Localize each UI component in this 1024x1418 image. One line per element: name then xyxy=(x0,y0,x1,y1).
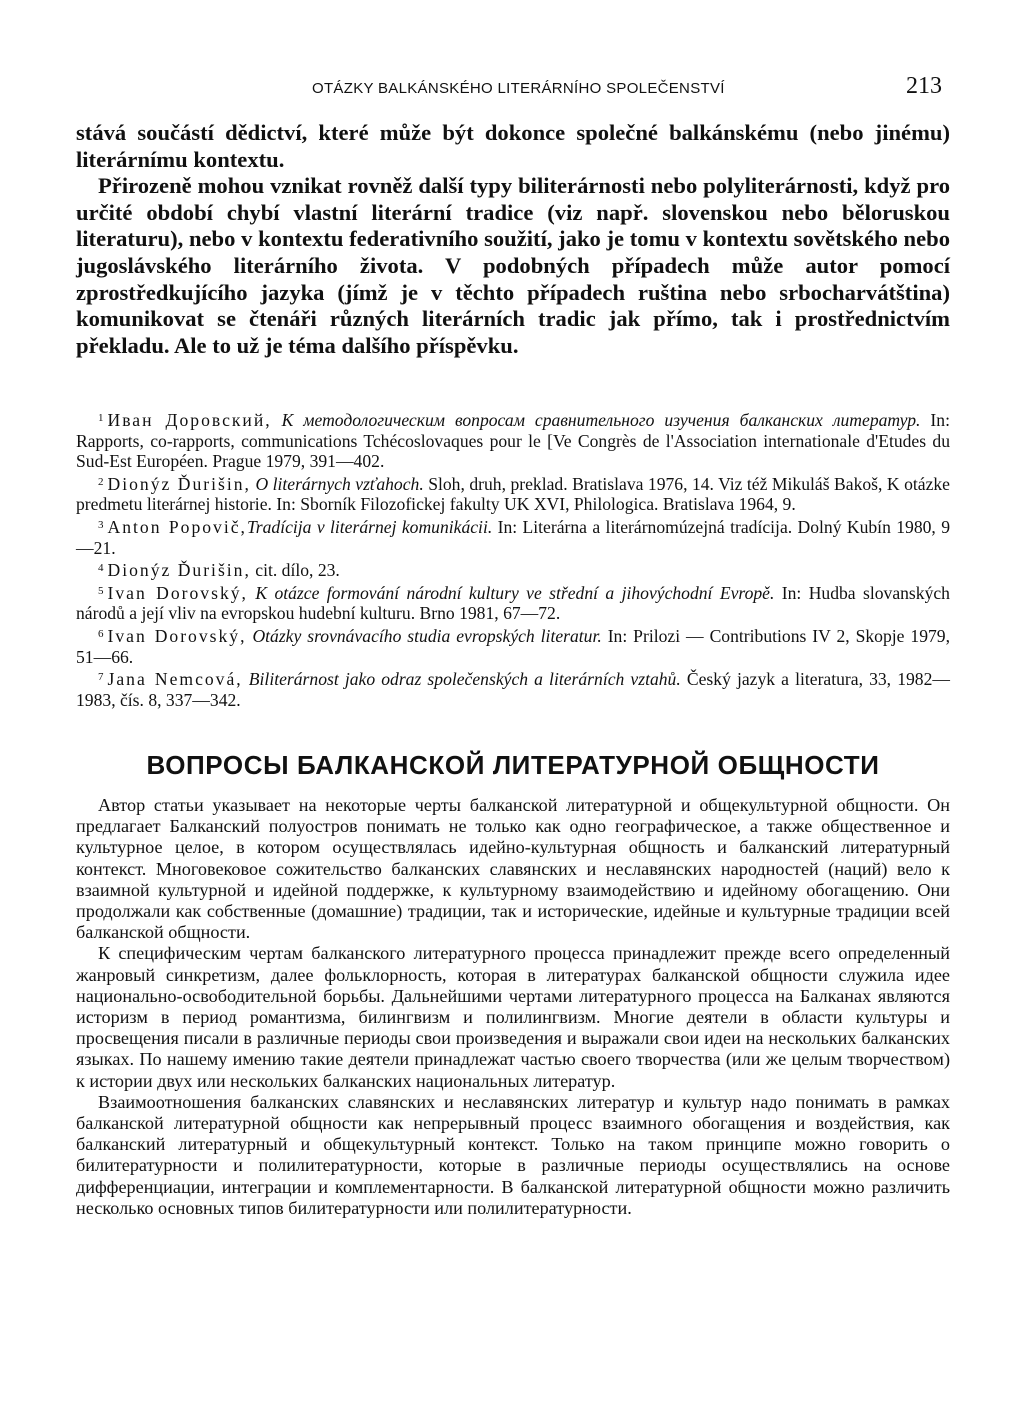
summary-heading: ВОПРОСЫ БАЛКАНСКОЙ ЛИТЕРАТУРНОЙ ОБЩНОСТИ xyxy=(146,750,880,780)
footnote-number: 4 xyxy=(98,562,104,575)
footnote-title: Otázky srovnávacího studia evropských literatur. xyxy=(252,625,602,646)
footnote-author: Иван Доровский, xyxy=(107,410,272,430)
footnote-source: Sloh, druh, preklad. Bratislava 1976, 14. Viz též Mikuláš Bakoš, K otázke predmetu literárnej historie. In: Sborník Filozofickej fakulty UK XVI, Philologica. Bratislava 1964, 9. xyxy=(76,473,950,515)
running-title: OTÁZKY BALKÁNSKÉHO LITERÁRNÍHO SPOLEČENSTVÍ xyxy=(312,80,725,97)
footnote xyxy=(76,515,950,558)
footnote xyxy=(76,472,950,515)
summary-paragraph: Взаимоотношения балканских славянских и неславянских литератур и культур надо понимать в рамках балканской литературной общности как непрерывный процесс взаимного обогащения и воздействия, как балканский литературный и общекультурный контекст. Только на таком принципе можно говорить о билитературности и полилитературности, которые в различные периоды осуществлялись на основе дифференциации, интеграции и комплементарности. В балканской литературной общности можно различить несколько основных типов билитературности или полилитературности. xyxy=(76,1091,950,1218)
footnote-source: In: Rapports, co-rapports, communications Tchécoslovaques pour le [Ve Congrès de l'Association internationale d'Etudes du Sud-Est Européen. Prague 1979, 391—402. xyxy=(76,410,950,472)
footnote-title: K otázce formování národní kultury ve střední a jihovýchodní Evropě. xyxy=(255,582,775,603)
footnote xyxy=(76,581,950,624)
footnote-source: cit. dílo, 23. xyxy=(255,560,340,581)
main-body-text xyxy=(76,120,950,359)
footnote-author: Dionýz Ďurišin, xyxy=(107,473,251,494)
footnote-number: 3 xyxy=(98,518,104,531)
footnote-title: O literárnych vzťahoch. xyxy=(255,473,424,494)
summary-paragraph: Автор статьи указывает на некоторые черты балканской литературной и общекультурной общности. Он предлагает Балканский полуостров понимать не только как одно географическое, а также общественное и культурное целое, в котором осуществлялась идейно-культурная общность и балканский литературный контекст. Многовековое сожительство балканских славянских и неславянских народностей (наций) вело к взаимной культурной и идейной поддержке, к культурному взаимодействию и идейному обогащению. Они продолжали как собственные (домашние) традиции, так и исторические, идейные и культурные традиции всей балканской общности. xyxy=(76,795,950,943)
page-number: 213 xyxy=(906,73,942,99)
footnote-source: In: Prilozi — Contributions IV 2, Skopje 1979, 51—66. xyxy=(76,625,950,667)
footnote xyxy=(76,408,950,472)
footnote-author: Jana Nemcová, xyxy=(107,669,243,690)
footnote xyxy=(76,558,950,581)
footnote-title: Biliterárnost jako odraz společenských a literárních vztahů. xyxy=(248,669,681,690)
footnote xyxy=(76,667,950,710)
footnote-author: Ivan Dorovský, xyxy=(107,625,247,646)
footnotes xyxy=(76,408,950,710)
footnote-number: 6 xyxy=(98,627,104,640)
footnote xyxy=(76,624,950,667)
footnote-title: Tradícija v literárnej komunikácii. xyxy=(246,516,493,537)
russian-summary xyxy=(76,795,950,1219)
footnote-number: 2 xyxy=(98,475,104,488)
summary-paragraph: К специфическим чертам балканского литературного процесса принадлежит прежде всего определенный жанровый синкретизм, далее фольклорность, которая в литературах балканской общности служила идее национально-освободительной борьбы. Дальнейшими чертами литературного процесса на Балканах являются историзм в период романтизма, билингвизм и полилингвизм. Многие деятели в области культуры и просвещения писали в различные периоды свои произведения и выражали свои идеи на нескольких балканских языках. По нашему имению такие деятели принадлежат частью своего творчества (или же целым творчеством) к истории двух или нескольких балканских национальных литератур. xyxy=(76,943,950,1091)
footnote-number: 7 xyxy=(98,671,104,684)
footnote-author: Anton Popovič, xyxy=(107,516,247,537)
footnote-author: Ivan Dorovský, xyxy=(107,582,248,603)
body-paragraph: Přirozeně mohou vznikat rovněž další typy biliterárnosti nebo polyliterárnosti, když pro určité období chybí vlastní literární tradice (viz např. slovenskou nebo běloruskou literaturu), nebo v kontextu federativního soužití, jako je tomu v kontextu sovětského nebo jugoslávského literárního života. V podobných případech může autor pomocí zprostředkujícího jazyka (jímž je v těchto případech ruština nebo srbocharvátština) komunikovat se čtenáři různých literárních tradic jak přímo, tak i prostřednictvím překladu. Ale to už je téma dalšího příspěvku. xyxy=(76,173,950,358)
footnote-number: 1 xyxy=(98,412,104,424)
footnote-author: Dionýz Ďurišin, xyxy=(107,560,251,581)
footnote-source: Český jazyk a literatura, 33, 1982—1983, čís. 8, 337—342. xyxy=(76,669,950,710)
body-paragraph: stává součástí dědictví, které může být dokonce společné balkánskému (nebo jinému) literárnímu kontextu. xyxy=(76,120,950,172)
footnote-source: In: Literárna a literárnomúzejná tradícija. Dolný Kubín 1980, 9—21. xyxy=(76,516,950,558)
footnote-title: К методологическим вопросам сравнительного изучения балканских литератур. xyxy=(281,410,921,430)
footnote-number: 5 xyxy=(98,584,104,597)
footnote-source: In: Hudba slovanských národů a její vliv na evropskou hudební kulturu. Brno 1981, 67—72. xyxy=(76,582,950,624)
